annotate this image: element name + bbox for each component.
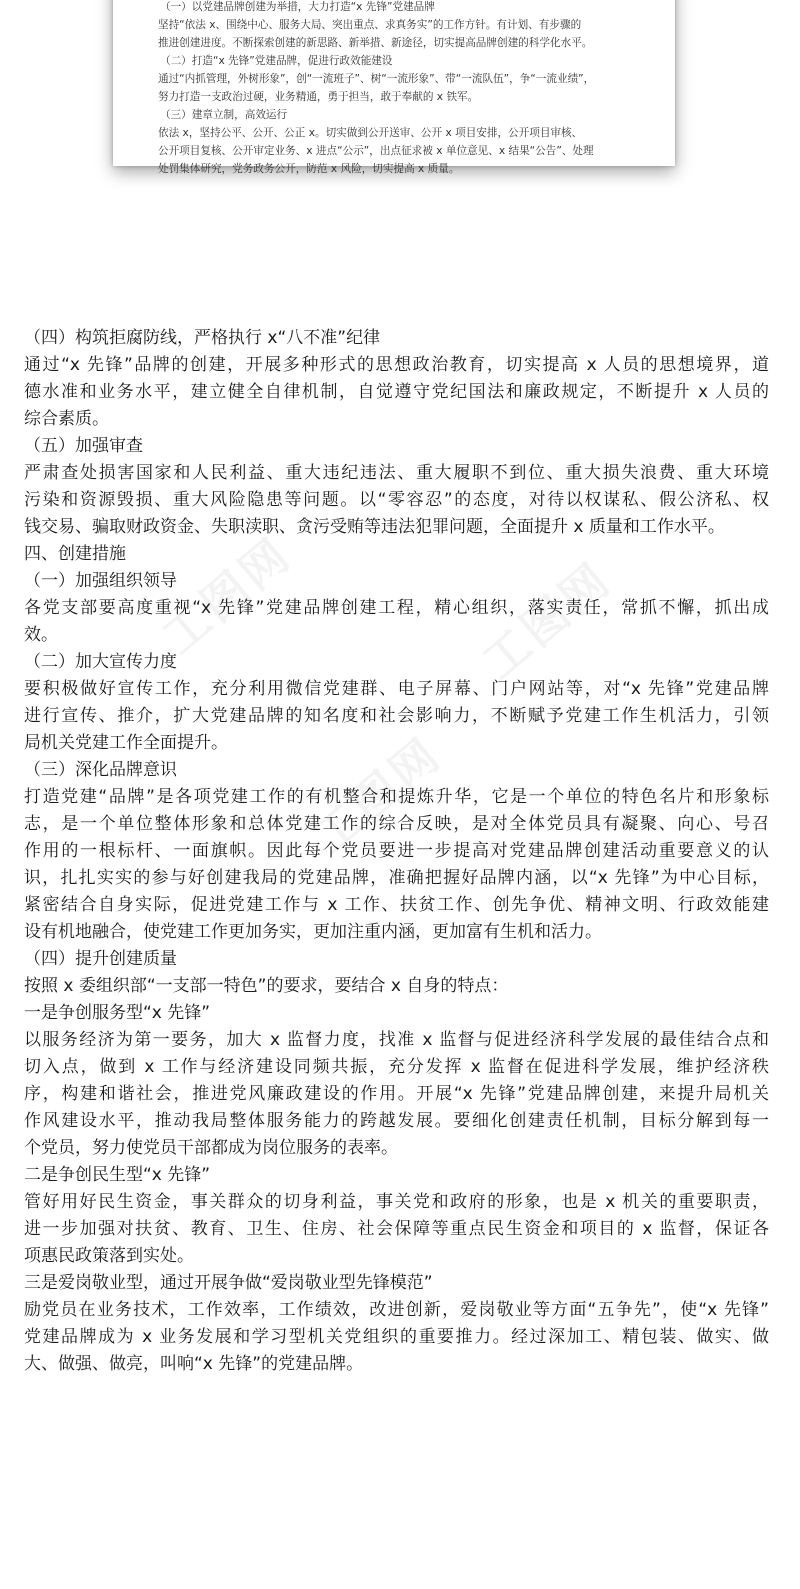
- paragraph-line: 污染和资源毁损、重大风险隐患等问题。以“零容忍”的态度，对待以权谋私、假公济私、权: [24, 490, 769, 510]
- paragraph-line: 效。: [24, 625, 58, 645]
- paragraph-line: 项惠民政策落到实处。: [24, 1246, 194, 1266]
- preview-line: 公开项目复核、公开审定业务、x 进点“公示”，出点征求被 x 单位意见、x 结果“公告”、处理: [158, 145, 594, 157]
- preview-text: [158, 0, 648, 178]
- watermark: 工图网: [472, 551, 622, 690]
- document-preview-card: [113, 0, 675, 175]
- paragraph-line: 局机关党建工作全面提升。: [24, 733, 228, 753]
- paragraph-line: 通过“x 先锋”品牌的创建，开展多种形式的思想政治教育，切实提高 x 人员的思想境界，道: [24, 355, 769, 375]
- paragraph-line: 设有机地融合，使党建工作更加务实，更加注重内涵，更加富有生机和活力。: [24, 922, 602, 942]
- paragraph-line: 序，构建和谐社会，推进党风廉政建设的作用。开展“x 先锋”党建品牌创建，来提升局机关: [24, 1084, 769, 1104]
- preview-heading: （二）打造“x 先锋”党建品牌，促进行政效能建设: [160, 55, 393, 67]
- paragraph-line: 进一步加强对扶贫、教育、卫生、住房、社会保障等重点民生资金和项目的 x 监督，保证各: [24, 1219, 769, 1239]
- preview-line: 通过“内抓管理，外树形象”，创“一流班子”、树“一流形象”、带“一流队伍”，争“一流业绩”，: [158, 73, 595, 85]
- paragraph-line: 德水准和业务水平，建立健全自律机制，自觉遵守党纪国法和廉政规定，不断提升 x 人员的: [24, 382, 769, 402]
- preview-line: 处罚集体研究，党务政务公开，防范 x 风险，切实提高 x 质量。: [158, 163, 460, 175]
- paragraph-line: 党建品牌成为 x 业务发展和学习型机关党组织的重要推力。经过深加工、精包装、做实、做: [24, 1327, 769, 1347]
- section-heading: （四）提升创建质量: [24, 949, 177, 969]
- paragraph-line: 管好用好民生资金，事关群众的切身利益，事关党和政府的形象，也是 x 机关的重要职责，: [24, 1192, 769, 1212]
- paragraph-line: 大、做强、做亮，叫响“x 先锋”的党建品牌。: [24, 1354, 364, 1374]
- paragraph-line: 综合素质。: [24, 409, 109, 429]
- paragraph-line: 进行宣传、推介，扩大党建品牌的知名度和社会影响力，不断赋予党建工作生机活力，引领: [24, 706, 769, 726]
- paragraph-line: 以服务经济为第一要务，加大 x 监督力度，找准 x 监督与促进经济科学发展的最佳结合点和: [24, 1030, 769, 1050]
- paragraph-line: 励党员在业务技术，工作效率，工作绩效，改进创新，爱岗敬业等方面“五争先”，使“x 先锋”: [24, 1300, 769, 1320]
- section-heading: （五）加强审查: [24, 436, 143, 456]
- paragraph-line: 作用的一根标杆、一面旗帜。因此每个党员要进一步提高对党建品牌创建活动重要意义的认: [24, 841, 769, 861]
- preview-line: 努力打造一支政治过硬，业务精通，勇于担当，敢于奉献的 x 铁军。: [158, 91, 479, 103]
- section-heading: （四）构筑拒腐防线，严格执行 x“八不准”纪律: [24, 328, 381, 348]
- paragraph-line: 个党员，努力使党员干部都成为岗位服务的表率。: [24, 1138, 398, 1158]
- paragraph-line: 严肃查处损害国家和人民利益、重大违纪违法、重大履职不到位、重大损失浪费、重大环境: [24, 463, 769, 483]
- paragraph-line: 打造党建“品牌”是各项党建工作的有机整合和提炼升华，它是一个单位的特色名片和形象标: [24, 787, 769, 807]
- preview-line: 推进创建进度。不断探索创建的新思路、新举措、新途径，切实提高品牌创建的科学化水平。: [158, 37, 593, 49]
- preview-line: 坚持“依法 x、围绕中心、服务大局、突出重点、求真务实”的工作方针。有计划、有步骤的: [158, 19, 582, 31]
- paragraph-line: 志，是一个单位整体形象和总体党建工作的综合反映，是对全体党员具有凝聚、向心、号召: [24, 814, 769, 834]
- paragraph-line: 作风建设水平，推动我局整体服务能力的跨越发展。要细化创建责任机制，目标分解到每一: [24, 1111, 769, 1131]
- paragraph-line: 要积极做好宣传工作，充分利用微信党建群、电子屏幕、门户网站等，对“x 先锋”党建品牌: [24, 679, 769, 699]
- paragraph-line: 识，扎扎实实的参与好创建我局的党建品牌，准确把握好品牌内涵，以“x 先锋”为中心目标，: [24, 868, 769, 888]
- subsection-heading: 二是争创民生型“x 先锋”: [24, 1165, 211, 1185]
- preview-line: 依法 x，坚持公平、公开、公正 x。切实做到公开送审、公开 x 项目安排，公开项目审核、: [158, 127, 583, 139]
- paragraph-line: 紧密结合自身实际，促进党建工作与 x 工作、扶贫工作、创先争优、精神文明、行政效能建: [24, 895, 769, 915]
- preview-heading: （一）以党建品牌创建为举措，大力打造“x 先锋”党建品牌: [160, 1, 435, 13]
- watermark: 工图网: [302, 726, 452, 865]
- subsection-heading: 三是爱岗敬业型，通过开展争做“爱岗敬业型先锋模范”: [24, 1273, 433, 1293]
- chapter-heading: 四、创建措施: [24, 544, 126, 564]
- paragraph-line: 钱交易、骗取财政资金、失职渎职、贪污受贿等违法犯罪问题，全面提升 x 质量和工作水平。: [24, 517, 725, 537]
- section-heading: （二）加大宣传力度: [24, 652, 177, 672]
- document-body: [24, 325, 769, 1378]
- preview-heading: （三）建章立制，高效运行: [160, 109, 288, 121]
- section-heading: （一）加强组织领导: [24, 571, 177, 591]
- subsection-heading: 一是争创服务型“x 先锋”: [24, 1003, 211, 1023]
- paragraph-line: 按照 x 委组织部“一支部一特色”的要求，要结合 x 自身的特点：: [24, 976, 509, 996]
- watermark: 工图网: [152, 526, 302, 665]
- paragraph-line: 各党支部要高度重视“x 先锋”党建品牌创建工程，精心组织，落实责任，常抓不懈，抓出成: [24, 598, 769, 618]
- paragraph-line: 切入点，做到 x 工作与经济建设同频共振，充分发挥 x 监督在促进科学发展，维护经济秩: [24, 1057, 769, 1077]
- section-heading: （三）深化品牌意识: [24, 760, 177, 780]
